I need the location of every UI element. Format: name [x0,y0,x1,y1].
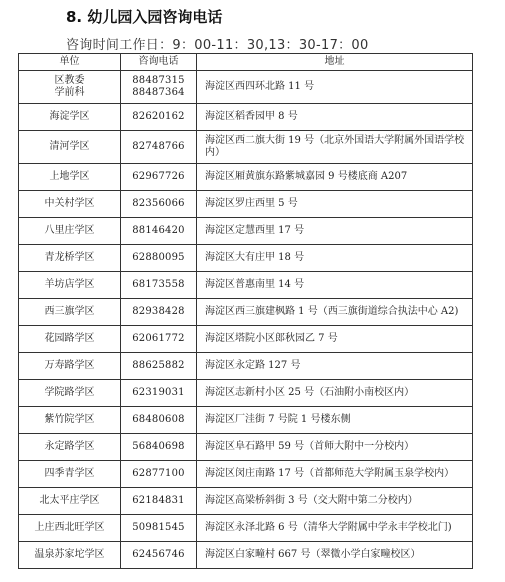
table-row [19,71,473,104]
address-cell [197,326,473,353]
unit-cell-text: 学前科 [54,87,85,98]
phone-cell-text: 62967726 [132,171,185,182]
table-body [19,71,473,569]
address-cell-text: 海淀区厢黄旗东路紫城嘉园 9 号楼底商 A207 [205,171,408,182]
unit-cell-text: 四季青学区 [44,468,95,479]
phone-cell [121,71,197,104]
address-cell [197,164,473,191]
header-phone: 咨询电话 [121,54,197,71]
table-row [19,326,473,353]
address-cell [197,191,473,218]
header-unit: 单位 [19,54,121,71]
phone-cell-text: 56840698 [132,441,185,452]
unit-cell [19,71,121,104]
phone-cell [121,131,197,164]
phone-cell [121,542,197,569]
table-row [19,434,473,461]
address-cell-text: 海淀区志新村小区 25 号（石油附小南校区内） [205,387,415,398]
address-cell [197,515,473,542]
table-header-row [19,54,473,71]
address-cell [197,71,473,104]
unit-cell-text: 北太平庄学区 [39,495,100,506]
unit-cell-text: 温泉苏家坨学区 [34,549,105,560]
unit-cell-text: 万寿路学区 [44,360,95,371]
unit-cell-text: 永定路学区 [44,441,95,452]
unit-cell [19,272,121,299]
address-cell [197,218,473,245]
phone-cell-text: 68173558 [132,279,185,290]
address-cell-text: 海淀区定慧西里 17 号 [205,225,305,236]
phone-cell-text: 88625882 [132,360,185,371]
table-row [19,353,473,380]
address-cell [197,434,473,461]
unit-cell-text: 中关村学区 [44,198,95,209]
unit-cell-text: 海淀学区 [49,111,90,122]
unit-cell [19,380,121,407]
address-cell-text: 海淀区西二旗大街 19 号（北京外国语大学附属外国语学校 [205,135,465,146]
unit-cell [19,218,121,245]
address-cell-text: 海淀区塔院小区郎秋园乙 7 号 [205,333,338,344]
table-row [19,542,473,569]
phone-cell-text: 82748766 [132,141,185,152]
unit-cell [19,326,121,353]
phone-cell [121,326,197,353]
unit-cell [19,191,121,218]
phone-cell [121,515,197,542]
unit-cell [19,353,121,380]
unit-cell-text: 学院路学区 [44,387,95,398]
address-cell-text: 海淀区永定路 127 号 [205,360,301,371]
unit-cell-text: 清河学区 [49,141,90,152]
address-cell [197,542,473,569]
address-cell-text: 海淀区西四环北路 11 号 [205,81,315,92]
address-cell-text: 海淀区西三旗建枫路 1 号（西三旗街道综合执法中心 A2) [205,306,459,317]
unit-cell-text: 紫竹院学区 [44,414,95,425]
phone-cell-text: 62880095 [132,252,185,263]
address-cell [197,131,473,164]
phone-cell-text: 88487364 [132,87,185,98]
table-row [19,515,473,542]
table-row [19,218,473,245]
header-address: 地址 [197,54,473,71]
phone-cell-text: 62319031 [132,387,185,398]
unit-cell-text: 上地学区 [49,171,90,182]
address-cell-text: 内） [205,147,225,158]
phone-cell-text: 62061772 [132,333,185,344]
phone-cell-text: 68480608 [132,414,185,425]
address-cell [197,407,473,434]
phone-cell [121,272,197,299]
phone-cell [121,461,197,488]
phone-cell [121,191,197,218]
unit-cell [19,461,121,488]
table-row [19,299,473,326]
phone-cell [121,488,197,515]
unit-cell-text: 西三旗学区 [44,306,95,317]
contact-table [18,53,473,569]
address-cell [197,299,473,326]
unit-cell [19,131,121,164]
unit-cell [19,299,121,326]
address-cell-text: 海淀区普惠南里 14 号 [205,279,305,290]
table-row [19,131,473,164]
phone-cell-text: 50981545 [132,522,185,533]
address-cell [197,272,473,299]
address-cell-text: 海淀区大有庄甲 18 号 [205,252,305,263]
unit-cell-text: 羊坊店学区 [44,279,95,290]
phone-cell [121,299,197,326]
address-cell [197,488,473,515]
table-row [19,380,473,407]
unit-cell [19,542,121,569]
address-cell [197,353,473,380]
address-cell-text: 海淀区厂洼街 7 号院 1 号楼东侧 [205,414,351,425]
phone-cell-text: 62877100 [132,468,185,479]
unit-cell-text: 八里庄学区 [44,225,95,236]
address-cell [197,461,473,488]
unit-cell-text: 上庄西北旺学区 [34,522,105,533]
phone-cell-text: 88146420 [132,225,185,236]
address-cell-text: 海淀区稻香园甲 8 号 [205,111,298,122]
unit-cell-text: 青龙桥学区 [44,252,95,263]
table-row [19,272,473,299]
phone-cell [121,164,197,191]
unit-cell [19,515,121,542]
table-row [19,488,473,515]
table-row [19,104,473,131]
address-cell [197,245,473,272]
table-row [19,407,473,434]
unit-cell [19,245,121,272]
address-cell-text: 海淀区白家疃村 667 号（翠微小学白家疃校区） [205,549,421,560]
table-row [19,164,473,191]
phone-cell [121,434,197,461]
phone-cell-text: 62184831 [132,495,185,506]
table-row [19,461,473,488]
unit-cell [19,104,121,131]
section-title: 8. 幼儿园入园咨询电话 [66,8,223,26]
address-cell-text: 海淀区闵庄南路 17 号（首都师范大学附属玉泉学校内） [205,468,455,479]
unit-cell [19,164,121,191]
address-cell-text: 海淀区永泽北路 6 号（清华大学附属中学永丰学校北门) [205,522,452,533]
phone-cell [121,407,197,434]
phone-cell-text: 82620162 [132,111,185,122]
address-cell-text: 海淀区阜石路甲 59 号（首师大附中一分校内） [205,441,415,452]
phone-cell-text: 82356066 [132,198,185,209]
address-cell [197,380,473,407]
phone-cell [121,353,197,380]
address-cell-text: 海淀区罗庄西里 5 号 [205,198,298,209]
table-row [19,191,473,218]
phone-cell [121,380,197,407]
address-cell [197,104,473,131]
phone-cell [121,104,197,131]
phone-cell [121,245,197,272]
consult-hours: 咨询时间工作日：9：00-11：30,13：30-17：00 [66,38,369,53]
address-cell-text: 海淀区高梁桥斜街 3 号（交大附中第二分校内） [205,495,418,506]
unit-cell [19,434,121,461]
unit-cell [19,488,121,515]
unit-cell-text: 花园路学区 [44,333,95,344]
phone-cell-text: 82938428 [132,306,185,317]
phone-cell [121,218,197,245]
phone-cell-text: 88487315 [132,75,185,86]
phone-cell-text: 62456746 [132,549,185,560]
table-row [19,245,473,272]
unit-cell-text: 区教委 [54,75,85,86]
unit-cell [19,407,121,434]
